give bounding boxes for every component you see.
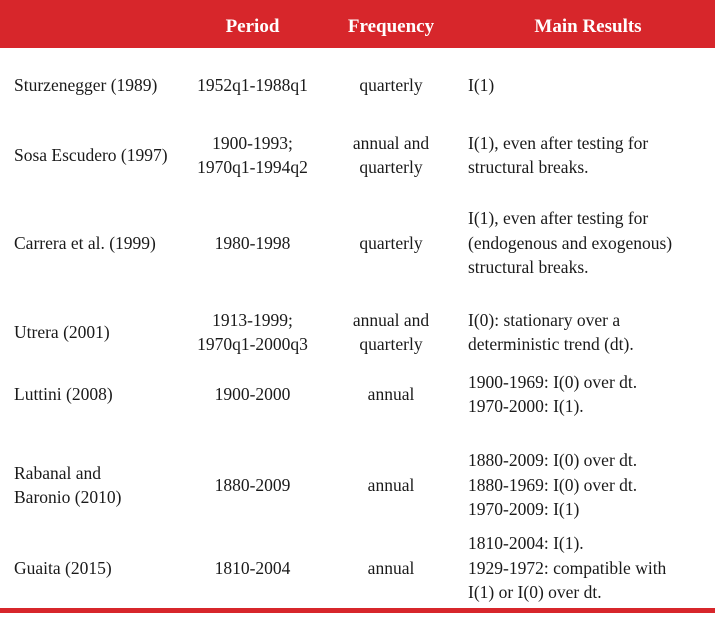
frequency-cell-line: annual and [352, 132, 430, 153]
results-cell-line: I(1) or I(0) over dt. [468, 582, 602, 603]
table-row [0, 366, 715, 422]
period-cell-line: 1970q1-1994q2 [197, 157, 308, 177]
header-frequency: Frequency [347, 16, 435, 37]
results-cell-line: 1880-1969: I(0) over dt. [468, 474, 638, 495]
period-cell [180, 118, 325, 192]
study-cell [14, 296, 186, 368]
period-cell [180, 366, 325, 422]
period-cell-line: 1913-1999; [212, 309, 293, 330]
frequency-cell-line: quarterly [359, 157, 423, 177]
study-cell [14, 198, 186, 288]
study-cell-line: Guaita (2015) [14, 557, 112, 578]
results-cell [468, 198, 708, 288]
period-cell-line: 1952q1-1988q1 [197, 74, 308, 95]
frequency-cell-line: annual [367, 383, 415, 404]
results-cell-line: I(1) [468, 74, 495, 95]
header-period: Period [225, 16, 280, 37]
results-cell-line: 1880-2009: I(0) over dt. [468, 450, 638, 471]
results-cell-line: structural breaks. [468, 257, 589, 278]
results-cell [468, 296, 708, 368]
bottom-rule [0, 608, 715, 613]
period-cell-line: 1810-2004 [214, 557, 291, 578]
frequency-cell-line: annual and [352, 309, 430, 330]
results-cell-line: 1810-2004: I(1). [468, 533, 584, 554]
results-cell [468, 60, 708, 110]
frequency-cell [330, 118, 452, 192]
study-cell [14, 60, 186, 110]
study-cell [14, 366, 186, 422]
header-main-results: Main Results [534, 16, 642, 37]
study-cell-line: Carrera et al. (1999) [14, 232, 156, 253]
study-cell-line: Sturzenegger (1989) [14, 74, 158, 95]
period-cell [180, 198, 325, 288]
results-cell-line: deterministic trend (dt). [468, 334, 634, 354]
period-cell-line: 1980-1998 [214, 232, 291, 253]
study-cell-line: Baronio (2010) [14, 487, 122, 507]
results-cell [468, 440, 708, 530]
period-cell [180, 60, 325, 110]
period-cell [180, 296, 325, 368]
table-row [0, 60, 715, 110]
results-cell-line: (endogenous and exogenous) [468, 232, 673, 253]
frequency-cell [330, 296, 452, 368]
results-cell-line: 1929-1972: compatible with [468, 557, 667, 578]
table-row [0, 198, 715, 288]
frequency-cell-line: quarterly [359, 74, 423, 95]
results-cell-line: I(0): stationary over a [468, 309, 621, 330]
table-row [0, 296, 715, 368]
study-cell-line: Utrera (2001) [14, 321, 110, 342]
table-row [0, 528, 715, 608]
frequency-cell [330, 198, 452, 288]
table-row [0, 440, 715, 530]
period-cell [180, 440, 325, 530]
study-cell [14, 440, 186, 530]
frequency-cell-line: annual [367, 474, 415, 495]
results-cell [468, 366, 708, 422]
period-cell-line: 1900-1993; [212, 132, 293, 153]
study-cell-line: Luttini (2008) [14, 383, 113, 404]
results-cell [468, 118, 708, 192]
period-cell-line: 1880-2009 [214, 474, 291, 495]
results-cell-line: I(1), even after testing for [468, 132, 649, 153]
frequency-cell-line: quarterly [359, 334, 423, 354]
table-header [0, 0, 715, 48]
study-cell-line: Sosa Escudero (1997) [14, 144, 168, 165]
period-cell-line: 1900-2000 [214, 383, 291, 404]
study-cell [14, 528, 186, 608]
frequency-cell [330, 440, 452, 530]
frequency-cell [330, 60, 452, 110]
results-cell-line: 1970-2000: I(1). [468, 396, 584, 416]
results-cell-line: 1970-2009: I(1) [468, 499, 580, 520]
period-cell-line: 1970q1-2000q3 [197, 334, 308, 354]
frequency-cell-line: quarterly [359, 232, 423, 253]
results-cell-line: 1900-1969: I(0) over dt. [468, 371, 638, 392]
results-cell [468, 528, 708, 608]
frequency-cell-line: annual [367, 557, 415, 578]
frequency-cell [330, 366, 452, 422]
study-cell [14, 118, 186, 192]
results-cell-line: I(1), even after testing for [468, 208, 649, 229]
period-cell [180, 528, 325, 608]
results-cell-line: structural breaks. [468, 157, 589, 177]
frequency-cell [330, 528, 452, 608]
study-cell-line: Rabanal and [14, 462, 101, 483]
table-row [0, 118, 715, 192]
